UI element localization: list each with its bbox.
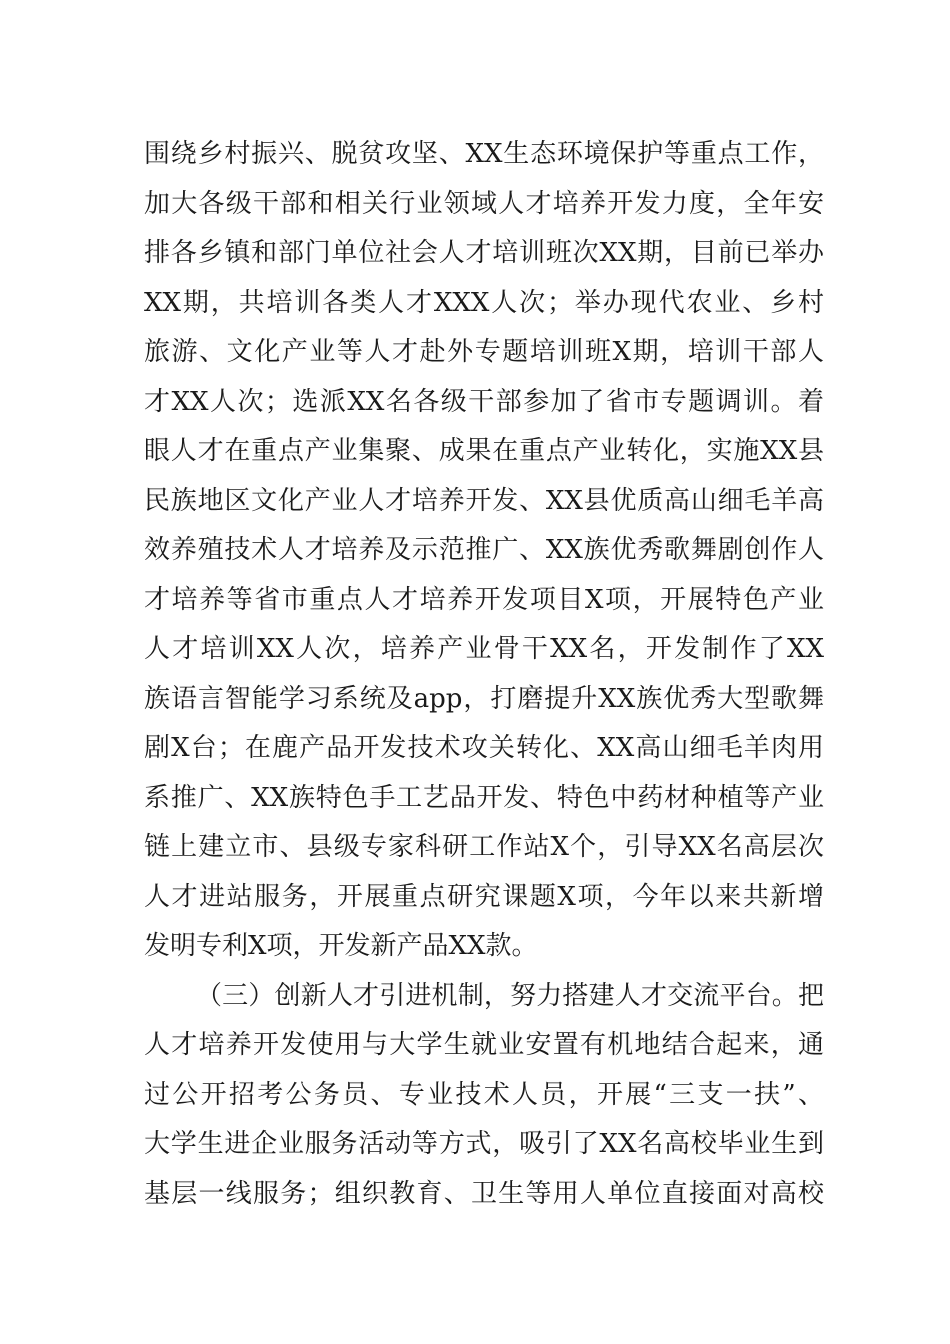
text-line: 才XX人次；选派XX名各级干部参加了省市专题调训。着 (144, 386, 824, 417)
text-line: 链上建立市、县级专家科研工作站X个，引导XX名高层次 (144, 832, 824, 862)
text-line: 人才进站服务，开展重点研究课题X项，今年以来共新增 (144, 881, 824, 912)
text-line: 排各乡镇和部门单位社会人才培训班次XX期，目前已举办 (144, 238, 824, 268)
text-line: 族语言智能学习系统及app，打磨提升XX族优秀大型歌舞 (144, 683, 824, 714)
text-line: 眼人才在重点产业集聚、成果在重点产业转化，实施XX县 (144, 436, 824, 466)
text-line: 人才培养开发使用与大学生就业安置有机地结合起来，通 (144, 1030, 824, 1060)
text-line: 过公开招考公务员、专业技术人员，开展“三支一扶”、 (144, 1079, 824, 1110)
text-line: 效养殖技术人才培养及示范推广、XX族优秀歌舞剧创作人 (144, 535, 824, 565)
section-heading-line: （三）创新人才引进机制，努力搭建人才交流平台。把 (196, 980, 824, 1011)
text-line: 剧X台；在鹿产品开发技术攻关转化、XX高山细毛羊肉用 (144, 733, 824, 763)
text-line: 系推广、XX族特色手工艺品开发、特色中药材种植等产业 (144, 782, 824, 813)
body-text (144, 130, 824, 1219)
text-line: 加大各级干部和相关行业领域人才培养开发力度，全年安 (144, 188, 824, 219)
text-line: 旅游、文化产业等人才赴外专题培训班X期，培训干部人 (144, 337, 824, 367)
text-line: 才培养等省市重点人才培养开发项目X项，开展特色产业 (144, 584, 824, 615)
text-line: 民族地区文化产业人才培养开发、XX县优质高山细毛羊高 (144, 485, 824, 516)
text-line: 大学生进企业服务活动等方式，吸引了XX名高校毕业生到 (144, 1129, 824, 1159)
paragraph-end-line: 发明专利X项，开发新产品XX款。 (144, 931, 538, 961)
text-line: 围绕乡村振兴、脱贫攻坚、XX生态环境保护等重点工作， (144, 139, 824, 169)
text-line: XX期，共培训各类人才XXX人次；举办现代农业、乡村 (144, 287, 824, 318)
text-line: 基层一线服务；组织教育、卫生等用人单位直接面对高校 (144, 1178, 824, 1209)
text-line: 人才培训XX人次，培养产业骨干XX名，开发制作了XX (144, 634, 824, 664)
